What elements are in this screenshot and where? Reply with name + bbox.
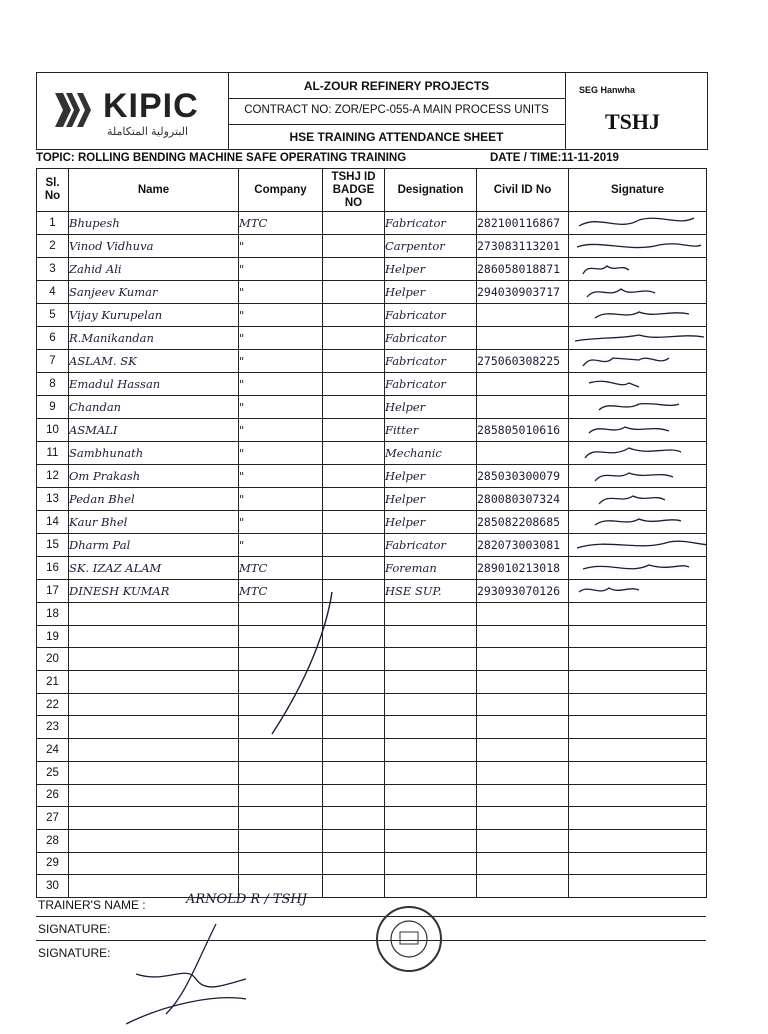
sl-cell: 29 bbox=[37, 852, 69, 875]
sl-cell: 28 bbox=[37, 829, 69, 852]
badge-cell bbox=[323, 557, 385, 580]
signature-cell bbox=[569, 829, 707, 852]
table-row bbox=[37, 442, 707, 465]
sheet-title: HSE TRAINING ATTENDANCE SHEET bbox=[289, 130, 504, 144]
trainer-name: ARNOLD R / TSHJ bbox=[186, 892, 307, 907]
name-cell bbox=[69, 829, 239, 852]
title-divider bbox=[228, 124, 565, 125]
civil-id-cell: 280080307324 bbox=[477, 488, 569, 511]
designation-cell: Mechanic bbox=[385, 442, 477, 465]
signature-cell bbox=[569, 511, 707, 534]
signature-cell bbox=[569, 580, 707, 603]
name-cell bbox=[69, 716, 239, 739]
signature-scribble-icon bbox=[569, 419, 707, 441]
column-header: Name bbox=[69, 169, 239, 212]
table-row bbox=[37, 784, 707, 807]
company-cell: " bbox=[239, 350, 323, 373]
signature-cell bbox=[569, 807, 707, 830]
sl-cell: 1 bbox=[37, 212, 69, 235]
signature-cell bbox=[569, 625, 707, 648]
signature-scribble-icon bbox=[569, 465, 707, 487]
name-cell bbox=[69, 739, 239, 762]
designation-cell: Helper bbox=[385, 488, 477, 511]
name-cell bbox=[69, 693, 239, 716]
civil-id-cell bbox=[477, 716, 569, 739]
designation-cell: Fabricator bbox=[385, 350, 477, 373]
designation-cell bbox=[385, 761, 477, 784]
sl-cell: 25 bbox=[37, 761, 69, 784]
signature-scribble-icon bbox=[569, 327, 707, 349]
civil-id-cell bbox=[477, 693, 569, 716]
name-cell: Dharm Pal bbox=[69, 534, 239, 557]
signature-cell bbox=[569, 852, 707, 875]
badge-cell bbox=[323, 235, 385, 258]
table-row bbox=[37, 557, 707, 580]
civil-id-cell: 286058018871 bbox=[477, 258, 569, 281]
company-cell: " bbox=[239, 442, 323, 465]
name-cell: R.Manikandan bbox=[69, 327, 239, 350]
designation-cell: Carpentor bbox=[385, 235, 477, 258]
name-cell: DINESH KUMAR bbox=[69, 580, 239, 603]
civil-id-cell: 282100116867 bbox=[477, 212, 569, 235]
badge-cell bbox=[323, 396, 385, 419]
company-cell: " bbox=[239, 488, 323, 511]
logo-text: KIPIC bbox=[103, 87, 199, 125]
civil-id-cell: 294030903717 bbox=[477, 281, 569, 304]
sl-cell: 18 bbox=[37, 603, 69, 626]
trainer-signature-icon bbox=[126, 904, 386, 1034]
badge-cell bbox=[323, 373, 385, 396]
contract-number: CONTRACT NO: ZOR/EPC-055-A MAIN PROCESS UNITS bbox=[244, 104, 549, 116]
company-cell: " bbox=[239, 327, 323, 350]
column-header: Designation bbox=[385, 169, 477, 212]
civil-id-cell bbox=[477, 829, 569, 852]
signature-label: SIGNATURE: bbox=[38, 922, 111, 936]
attendance-table bbox=[36, 168, 707, 898]
civil-id-cell bbox=[477, 648, 569, 671]
civil-id-cell bbox=[477, 739, 569, 762]
name-cell: Vijay Kurupelan bbox=[69, 304, 239, 327]
badge-cell bbox=[323, 534, 385, 557]
column-header: Civil ID No bbox=[477, 169, 569, 212]
civil-id-cell: 285805010616 bbox=[477, 419, 569, 442]
badge-cell bbox=[323, 648, 385, 671]
badge-cell bbox=[323, 739, 385, 762]
signature-cell bbox=[569, 603, 707, 626]
table-row bbox=[37, 534, 707, 557]
company-cell bbox=[239, 739, 323, 762]
kipic-logo-mark-icon bbox=[53, 91, 95, 129]
company-cell bbox=[239, 829, 323, 852]
signature-cell bbox=[569, 442, 707, 465]
designation-cell: Fitter bbox=[385, 419, 477, 442]
company-cell bbox=[239, 603, 323, 626]
signature-cell bbox=[569, 258, 707, 281]
sl-cell: 27 bbox=[37, 807, 69, 830]
table-body bbox=[37, 212, 707, 898]
civil-id-cell: 273083113201 bbox=[477, 235, 569, 258]
civil-id-cell: 275060308225 bbox=[477, 350, 569, 373]
company-cell bbox=[239, 671, 323, 694]
signature-scribble-icon bbox=[569, 281, 707, 303]
civil-id-cell bbox=[477, 784, 569, 807]
sl-cell: 5 bbox=[37, 304, 69, 327]
badge-cell bbox=[323, 419, 385, 442]
sl-cell: 30 bbox=[37, 875, 69, 898]
sl-cell: 26 bbox=[37, 784, 69, 807]
sl-cell: 16 bbox=[37, 557, 69, 580]
name-cell bbox=[69, 784, 239, 807]
name-cell: SK. IZAZ ALAM bbox=[69, 557, 239, 580]
company-cell: " bbox=[239, 419, 323, 442]
table-row bbox=[37, 852, 707, 875]
signature-scribble-icon bbox=[569, 350, 707, 372]
civil-id-cell bbox=[477, 852, 569, 875]
signature-scribble-icon bbox=[569, 304, 707, 326]
signature-scribble-icon bbox=[569, 258, 707, 280]
column-header: TSHJ ID BADGE NO bbox=[323, 169, 385, 212]
signature-cell bbox=[569, 327, 707, 350]
trainer-label: TRAINER'S NAME : bbox=[38, 898, 146, 912]
signature-cell bbox=[569, 350, 707, 373]
sl-cell: 4 bbox=[37, 281, 69, 304]
badge-cell bbox=[323, 807, 385, 830]
badge-cell bbox=[323, 350, 385, 373]
badge-cell bbox=[323, 716, 385, 739]
table-row bbox=[37, 281, 707, 304]
signature-scribble-icon bbox=[569, 557, 707, 579]
column-header: Sl. No bbox=[37, 169, 69, 212]
sl-cell: 21 bbox=[37, 671, 69, 694]
sl-cell: 8 bbox=[37, 373, 69, 396]
name-cell: Bhupesh bbox=[69, 212, 239, 235]
table-row bbox=[37, 350, 707, 373]
sl-cell: 15 bbox=[37, 534, 69, 557]
civil-id-cell bbox=[477, 442, 569, 465]
column-header: Signature bbox=[569, 169, 707, 212]
badge-cell bbox=[323, 580, 385, 603]
badge-cell bbox=[323, 304, 385, 327]
company-cell: MTC bbox=[239, 580, 323, 603]
sl-cell: 2 bbox=[37, 235, 69, 258]
sl-cell: 11 bbox=[37, 442, 69, 465]
designation-cell: Fabricator bbox=[385, 534, 477, 557]
badge-cell bbox=[323, 212, 385, 235]
civil-id-cell: 282073003081 bbox=[477, 534, 569, 557]
designation-cell bbox=[385, 807, 477, 830]
table-row bbox=[37, 212, 707, 235]
signature-cell bbox=[569, 212, 707, 235]
name-cell bbox=[69, 761, 239, 784]
designation-cell bbox=[385, 648, 477, 671]
sl-cell: 7 bbox=[37, 350, 69, 373]
name-cell bbox=[69, 603, 239, 626]
table-row bbox=[37, 603, 707, 626]
civil-id-cell: 285030300079 bbox=[477, 465, 569, 488]
signature-cell bbox=[569, 693, 707, 716]
company-cell bbox=[239, 761, 323, 784]
signature-cell bbox=[569, 488, 707, 511]
title-divider bbox=[228, 98, 565, 99]
name-cell bbox=[69, 671, 239, 694]
table-row bbox=[37, 625, 707, 648]
civil-id-cell bbox=[477, 396, 569, 419]
table-row bbox=[37, 739, 707, 762]
column-header: Company bbox=[239, 169, 323, 212]
company-cell: " bbox=[239, 396, 323, 419]
table-row bbox=[37, 465, 707, 488]
company-cell bbox=[239, 716, 323, 739]
name-cell bbox=[69, 807, 239, 830]
signature-cell bbox=[569, 716, 707, 739]
name-cell: Sambhunath bbox=[69, 442, 239, 465]
sl-cell: 20 bbox=[37, 648, 69, 671]
company-cell: " bbox=[239, 465, 323, 488]
signature-cell bbox=[569, 281, 707, 304]
signature-cell bbox=[569, 557, 707, 580]
designation-cell bbox=[385, 693, 477, 716]
signature-cell bbox=[569, 373, 707, 396]
sl-cell: 3 bbox=[37, 258, 69, 281]
company-cell: " bbox=[239, 373, 323, 396]
designation-cell: Fabricator bbox=[385, 212, 477, 235]
signature-label: SIGNATURE: bbox=[38, 946, 111, 960]
signature-cell bbox=[569, 235, 707, 258]
badge-cell bbox=[323, 465, 385, 488]
signature-cell bbox=[569, 534, 707, 557]
name-cell: Vinod Vidhuva bbox=[69, 235, 239, 258]
company-cell: " bbox=[239, 534, 323, 557]
company-cell: " bbox=[239, 511, 323, 534]
badge-cell bbox=[323, 829, 385, 852]
signature-scribble-icon bbox=[569, 442, 707, 464]
badge-cell bbox=[323, 258, 385, 281]
training-topic: TOPIC: ROLLING BENDING MACHINE SAFE OPERATING TRAINING bbox=[36, 152, 407, 164]
signature-scribble-icon bbox=[569, 212, 707, 234]
civil-id-cell bbox=[477, 373, 569, 396]
table-row bbox=[37, 807, 707, 830]
designation-cell: Helper bbox=[385, 511, 477, 534]
project-title: AL-ZOUR REFINERY PROJECTS bbox=[303, 79, 490, 93]
table-row bbox=[37, 648, 707, 671]
name-cell bbox=[69, 648, 239, 671]
badge-cell bbox=[323, 603, 385, 626]
civil-id-cell: 289010213018 bbox=[477, 557, 569, 580]
signature-cell bbox=[569, 419, 707, 442]
sl-cell: 10 bbox=[37, 419, 69, 442]
designation-cell: Fabricator bbox=[385, 304, 477, 327]
designation-cell: Helper bbox=[385, 281, 477, 304]
badge-cell bbox=[323, 761, 385, 784]
designation-cell bbox=[385, 625, 477, 648]
sl-cell: 12 bbox=[37, 465, 69, 488]
badge-cell bbox=[323, 442, 385, 465]
table-row bbox=[37, 488, 707, 511]
sl-cell: 6 bbox=[37, 327, 69, 350]
designation-cell bbox=[385, 671, 477, 694]
badge-cell bbox=[323, 784, 385, 807]
signature-scribble-icon bbox=[569, 373, 707, 395]
badge-cell bbox=[323, 625, 385, 648]
company-cell: MTC bbox=[239, 557, 323, 580]
badge-cell bbox=[323, 281, 385, 304]
signature-cell bbox=[569, 784, 707, 807]
designation-cell: Helper bbox=[385, 258, 477, 281]
company-cell bbox=[239, 852, 323, 875]
designation-cell: HSE SUP. bbox=[385, 580, 477, 603]
table-row bbox=[37, 829, 707, 852]
sl-cell: 24 bbox=[37, 739, 69, 762]
name-cell: Kaur Bhel bbox=[69, 511, 239, 534]
sl-cell: 19 bbox=[37, 625, 69, 648]
logo-arabic-text: البترولية المتكاملة bbox=[107, 126, 188, 138]
name-cell: Chandan bbox=[69, 396, 239, 419]
designation-cell: Helper bbox=[385, 396, 477, 419]
badge-cell bbox=[323, 693, 385, 716]
signature-cell bbox=[569, 671, 707, 694]
badge-cell bbox=[323, 852, 385, 875]
designation-cell: Helper bbox=[385, 465, 477, 488]
name-cell: ASLAM. SK bbox=[69, 350, 239, 373]
badge-cell bbox=[323, 671, 385, 694]
civil-id-cell bbox=[477, 304, 569, 327]
name-cell bbox=[69, 625, 239, 648]
signature-scribble-icon bbox=[569, 235, 707, 257]
table-row bbox=[37, 580, 707, 603]
signature-cell bbox=[569, 396, 707, 419]
name-cell bbox=[69, 852, 239, 875]
company-cell bbox=[239, 784, 323, 807]
signature-cell bbox=[569, 739, 707, 762]
civil-id-cell bbox=[477, 603, 569, 626]
table-row bbox=[37, 327, 707, 350]
company-cell bbox=[239, 693, 323, 716]
table-row bbox=[37, 761, 707, 784]
designation-cell: Foreman bbox=[385, 557, 477, 580]
company-cell: MTC bbox=[239, 212, 323, 235]
table-row bbox=[37, 373, 707, 396]
signature-cell bbox=[569, 304, 707, 327]
badge-cell bbox=[323, 511, 385, 534]
sl-cell: 9 bbox=[37, 396, 69, 419]
designation-cell bbox=[385, 739, 477, 762]
civil-id-cell bbox=[477, 327, 569, 350]
name-cell: Emadul Hassan bbox=[69, 373, 239, 396]
table-row bbox=[37, 304, 707, 327]
name-cell: Sanjeev Kumar bbox=[69, 281, 239, 304]
table-row bbox=[37, 235, 707, 258]
company-cell bbox=[239, 807, 323, 830]
badge-cell bbox=[323, 488, 385, 511]
sl-cell: 17 bbox=[37, 580, 69, 603]
civil-id-cell bbox=[477, 807, 569, 830]
signature-scribble-icon bbox=[569, 511, 707, 533]
signature-scribble-icon bbox=[569, 580, 707, 602]
signature-cell bbox=[569, 648, 707, 671]
date-time: DATE / TIME:11-11-2019 bbox=[490, 152, 619, 164]
company-cell: " bbox=[239, 258, 323, 281]
designation-cell bbox=[385, 829, 477, 852]
sheet-header bbox=[36, 72, 708, 150]
table-row bbox=[37, 693, 707, 716]
table-row bbox=[37, 419, 707, 442]
table-row bbox=[37, 511, 707, 534]
signature-scribble-icon bbox=[569, 534, 707, 556]
signature-scribble-icon bbox=[569, 488, 707, 510]
civil-id-cell bbox=[477, 671, 569, 694]
table-row bbox=[37, 671, 707, 694]
designation-cell bbox=[385, 784, 477, 807]
contractor-logo bbox=[565, 73, 707, 149]
designation-cell: Fabricator bbox=[385, 373, 477, 396]
title-block bbox=[228, 73, 566, 149]
sl-cell: 22 bbox=[37, 693, 69, 716]
name-cell: Zahid Ali bbox=[69, 258, 239, 281]
kipic-logo bbox=[37, 73, 229, 149]
brand-big-text: TSHJ bbox=[605, 109, 661, 134]
signature-scribble-icon bbox=[569, 396, 707, 418]
designation-cell bbox=[385, 852, 477, 875]
designation-cell bbox=[385, 716, 477, 739]
table-row bbox=[37, 396, 707, 419]
table-header-row bbox=[37, 169, 707, 212]
name-cell: Pedan Bhel bbox=[69, 488, 239, 511]
badge-cell bbox=[323, 327, 385, 350]
designation-cell bbox=[385, 603, 477, 626]
signature-cell bbox=[569, 465, 707, 488]
table-row bbox=[37, 716, 707, 739]
signature-cell bbox=[569, 761, 707, 784]
company-cell: " bbox=[239, 304, 323, 327]
sl-cell: 23 bbox=[37, 716, 69, 739]
name-cell: ASMALI bbox=[69, 419, 239, 442]
sl-cell: 13 bbox=[37, 488, 69, 511]
civil-id-cell bbox=[477, 761, 569, 784]
civil-id-cell: 285082208685 bbox=[477, 511, 569, 534]
designation-cell: Fabricator bbox=[385, 327, 477, 350]
company-cell bbox=[239, 625, 323, 648]
company-cell: " bbox=[239, 281, 323, 304]
sl-cell: 14 bbox=[37, 511, 69, 534]
table-row bbox=[37, 258, 707, 281]
company-cell: " bbox=[239, 235, 323, 258]
brand-small-text: SEG Hanwha bbox=[579, 85, 636, 95]
company-cell bbox=[239, 648, 323, 671]
civil-id-cell: 293093070126 bbox=[477, 580, 569, 603]
civil-id-cell bbox=[477, 625, 569, 648]
name-cell: Om Prakash bbox=[69, 465, 239, 488]
